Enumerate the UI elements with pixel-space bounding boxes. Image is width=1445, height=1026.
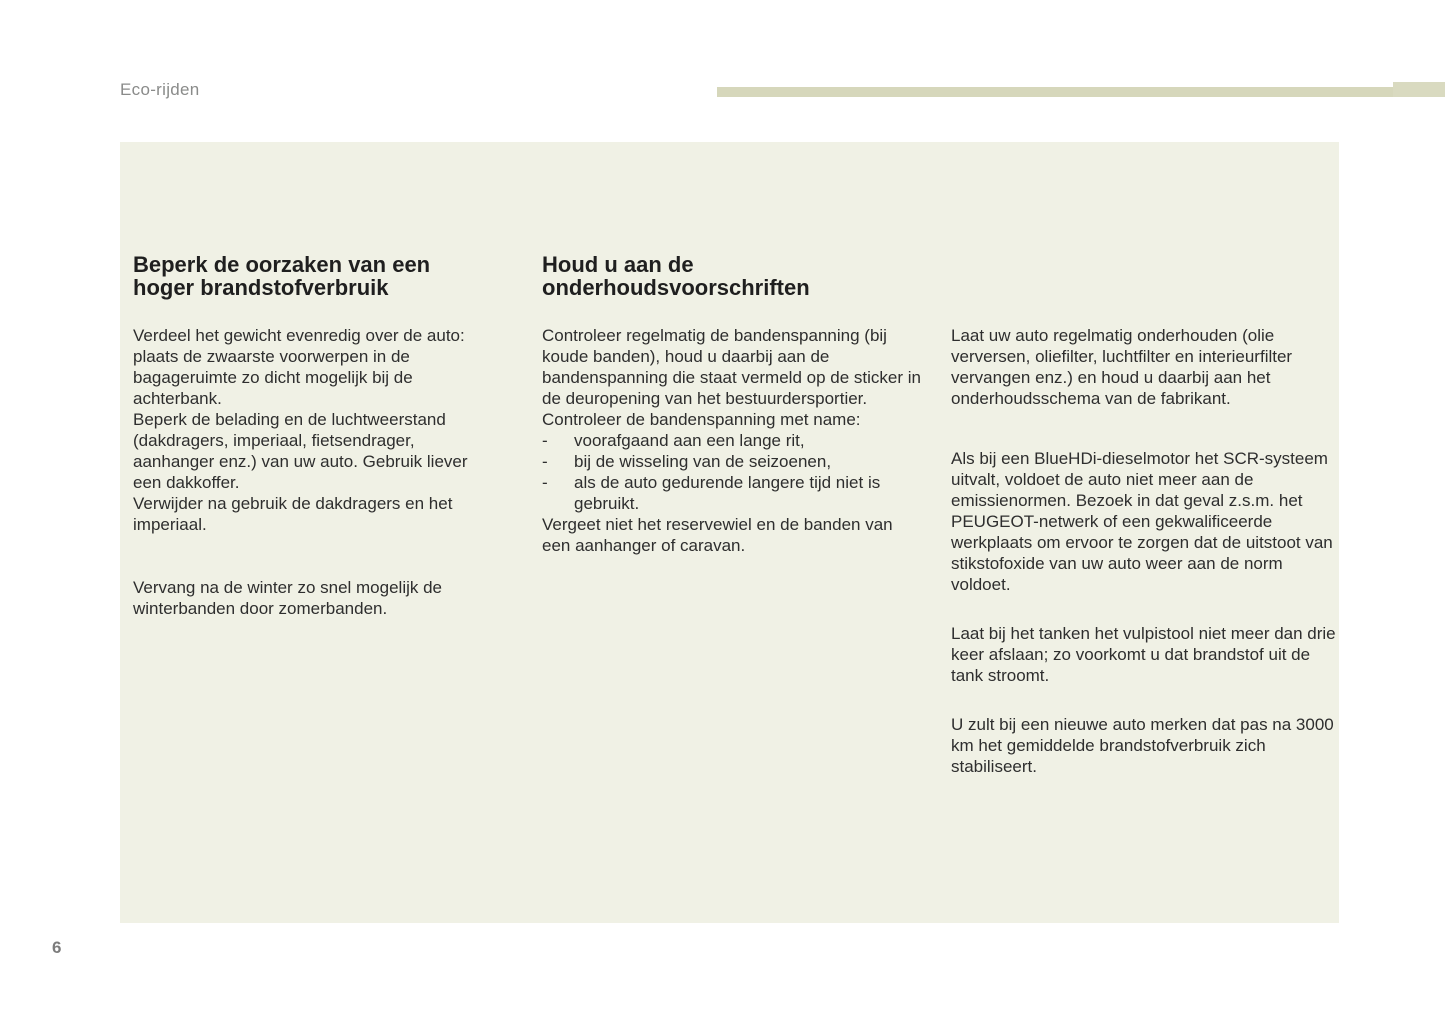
column-body [542,325,922,556]
column-heading: Houd u aan de onderhoudsvoorschriften [542,252,810,300]
dash-marker: - [542,452,548,471]
accent-bar [717,87,1393,97]
paragraph: Vergeet niet het reservewiel en de banden van een aanhanger of caravan. [542,515,893,555]
list-item [542,472,922,514]
list-item [542,430,922,451]
paragraph: Verdeel het gewicht evenredig over de auto: plaats de zwaarste voorwerpen in de bagageruimte zo dicht mogelijk bij de achterbank. [133,326,465,408]
column-maintenance [542,253,922,556]
paragraph: Laat bij het tanken het vulpistool niet meer dan drie keer afslaan; zo voorkomt u dat brandstof uit de tank stroomt. [951,624,1336,685]
list-item-text: als de auto gedurende langere tijd niet is gebruikt. [574,473,881,513]
page-number: 6 [52,938,62,957]
dash-marker: - [542,431,548,450]
dash-marker: - [542,473,548,492]
paragraph: Verwijder na gebruik de dakdragers en het imperiaal. [133,494,453,534]
list-item-text: bij de wisseling van de seizoenen, [574,452,832,471]
column-body [133,325,491,619]
column-heading [951,253,1336,299]
paragraph: Vervang na de winter zo snel mogelijk de winterbanden door zomerbanden. [133,578,443,618]
paragraph: Laat uw auto regelmatig onderhouden (olie verversen, oliefilter, luchtfilter en interieurfilter vervangen enz.) en houd u daarbij aan het onderhoudsschema van de fabrikant. [951,326,1293,408]
column-service-notes [951,253,1336,777]
list-item-text: voorafgaand aan een lange rit, [574,431,805,450]
list-item [542,451,922,472]
paragraph: U zult bij een nieuwe auto merken dat pas na 3000 km het gemiddelde brandstofverbruik zich stabiliseert. [951,715,1334,776]
column-fuel-consumption [133,253,491,619]
paragraph: Als bij een BlueHDi-dieselmotor het SCR-systeem uitvalt, voldoet de auto niet meer aan de emissienormen. Bezoek in dat geval z.s.m. het PEUGEOT-netwerk of een gekwalificeerde werkplaats om ervoor te zorgen dat de uitstoot van stikstofoxide van uw auto weer aan de norm voldoet. [951,449,1333,594]
column-body [951,325,1336,777]
paragraph: Beperk de belading en de luchtweerstand (dakdragers, imperiaal, fietsendrager, aanhanger enz.) van uw auto. Gebruik liever een dakkoffer. [133,410,468,492]
content-panel [120,142,1339,923]
paragraph: Controleer regelmatig de bandenspanning (bij koude banden), houd u daarbij aan de bandenspanning die staat vermeld op de sticker in de deuropening van het bestuurdersportier. [542,326,921,408]
accent-bar-cap [1393,82,1445,97]
page-title: Eco-rijden [120,80,200,99]
dash-list [542,430,922,514]
column-heading: Beperk de oorzaken van een hoger brandstofverbruik [133,252,431,300]
paragraph: Controleer de bandenspanning met name: [542,410,861,429]
